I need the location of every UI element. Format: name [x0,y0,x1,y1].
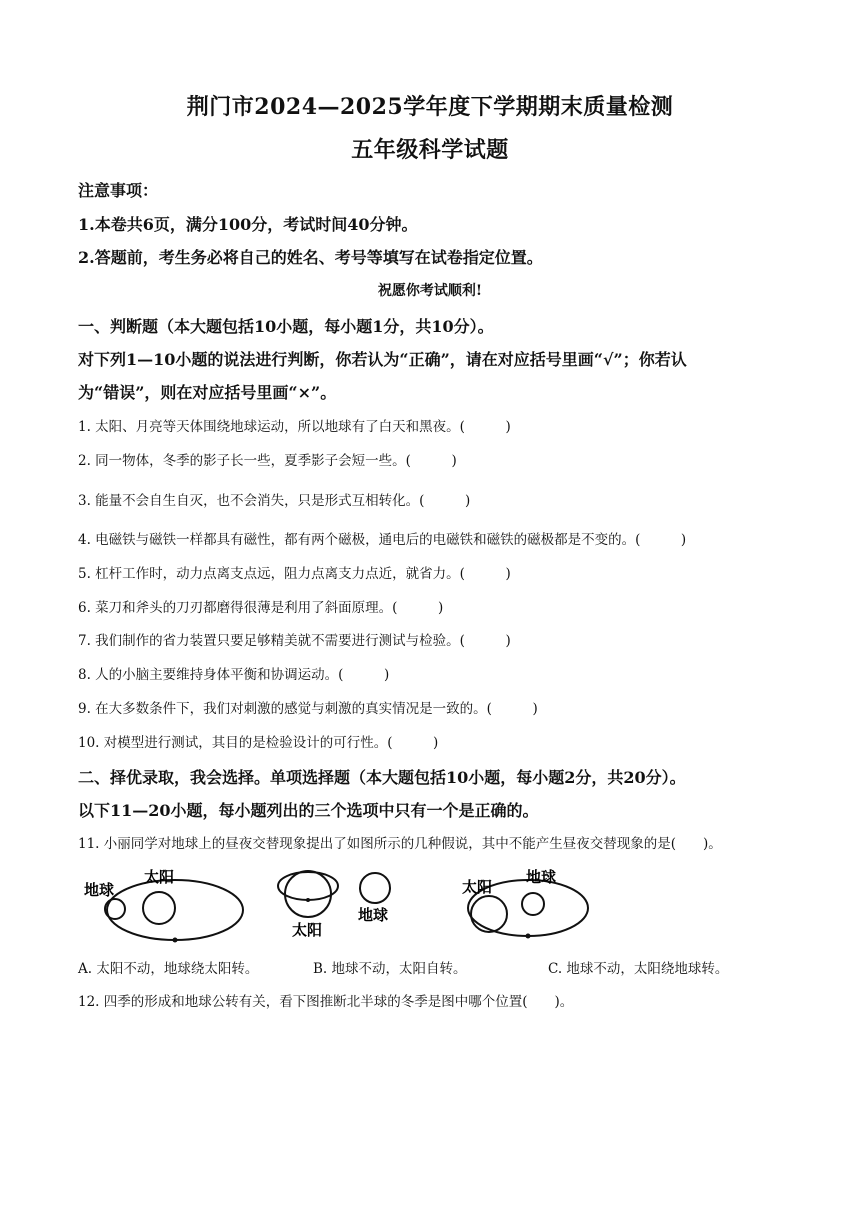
question-6: 6. 菜刀和斧头的刀刃都磨得很薄是利用了斜面原理。( ) [78,600,444,616]
question-2: 2. 同一物体，冬季的影子长一些，夏季影子会短一些。( ) [78,453,457,469]
fig2-earth-label: 地球 [358,906,389,924]
question-1: 1. 太阳、月亮等天体围绕地球运动，所以地球有了白天和黑夜。( ) [78,419,511,435]
notice-heading: 注意事项： [78,181,159,200]
notice-item-2: 2.答题前，考生务必将自己的姓名、考号等填写在试卷指定位置。 [78,248,543,267]
question-5: 5. 杠杆工作时，动力点离支点远，阻力点离支力点近，就省力。( ) [78,566,511,582]
notice-item-1: 1.本卷共6页，满分100分，考试时间40分钟。 [78,215,418,234]
fig2-sun-label: 太阳 [292,921,323,939]
hypothesis-1-diagram [84,868,243,943]
hypothesis-3-diagram [462,868,588,939]
fig1-earth-label: 地球 [84,881,115,899]
fig1-sun-label: 太阳 [144,868,175,886]
question-9: 9. 在大多数条件下，我们对刺激的感觉与刺激的真实情况是一致的。( ) [78,701,538,717]
section2-heading: 二、择优录取，我会选择。单项选择题（本大题包括10小题，每小题2分，共20分）。 [78,768,686,787]
question-8: 8. 人的小脑主要维持身体平衡和协调运动。( ) [78,667,390,683]
fig3-earth-label: 地球 [526,868,557,886]
question-11: 11. 小丽同学对地球上的昼夜交替现象提出了如图所示的几种假说，其中不能产生昼夜交替现象的是( )。 [78,836,722,852]
exam-subtitle: 五年级科学试题 [351,137,509,163]
question-12: 12. 四季的形成和地球公转有关，看下图推断北半球的冬季是图中哪个位置( )。 [78,994,574,1010]
section1-heading: 一、判断题（本大题包括10小题，每小题1分，共10分）。 [78,317,494,336]
q11-figure [70,862,610,947]
question-7: 7. 我们制作的省力装置只要足够精美就不需要进行测试与检验。( ) [78,633,511,649]
wish-text: 祝愿你考试顺利! [377,283,483,299]
q11-option-a: A. 太阳不动，地球绕太阳转。 [78,961,259,977]
section2-instruction: 以下11—20小题，每小题列出的三个选项中只有一个是正确的。 [78,801,539,820]
question-10: 10. 对模型进行测试，其目的是检验设计的可行性。( ) [78,735,439,751]
question-4: 4. 电磁铁与磁铁一样都具有磁性，都有两个磁极，通电后的电磁铁和磁铁的磁极都是不变的。( ) [78,532,687,548]
q11-option-c: C. 地球不动，太阳绕地球转。 [548,961,729,977]
question-3: 3. 能量不会自生自灭，也不会消失，只是形式互相转化。( ) [78,493,471,509]
hypothesis-2-diagram [278,871,390,939]
exam-title: 荆门市2024—2025学年度下学期期末质量检测 [186,94,674,120]
section1-instruction-1: 对下列1—10小题的说法进行判断，你若认为“正确”，请在对应括号里画“√”；你若认 [78,350,687,369]
fig3-sun-label: 太阳 [462,878,493,896]
q11-option-b: B. 地球不动，太阳自转。 [313,961,467,977]
section1-instruction-2: 为“错误”，则在对应括号里画“×”。 [78,383,337,402]
